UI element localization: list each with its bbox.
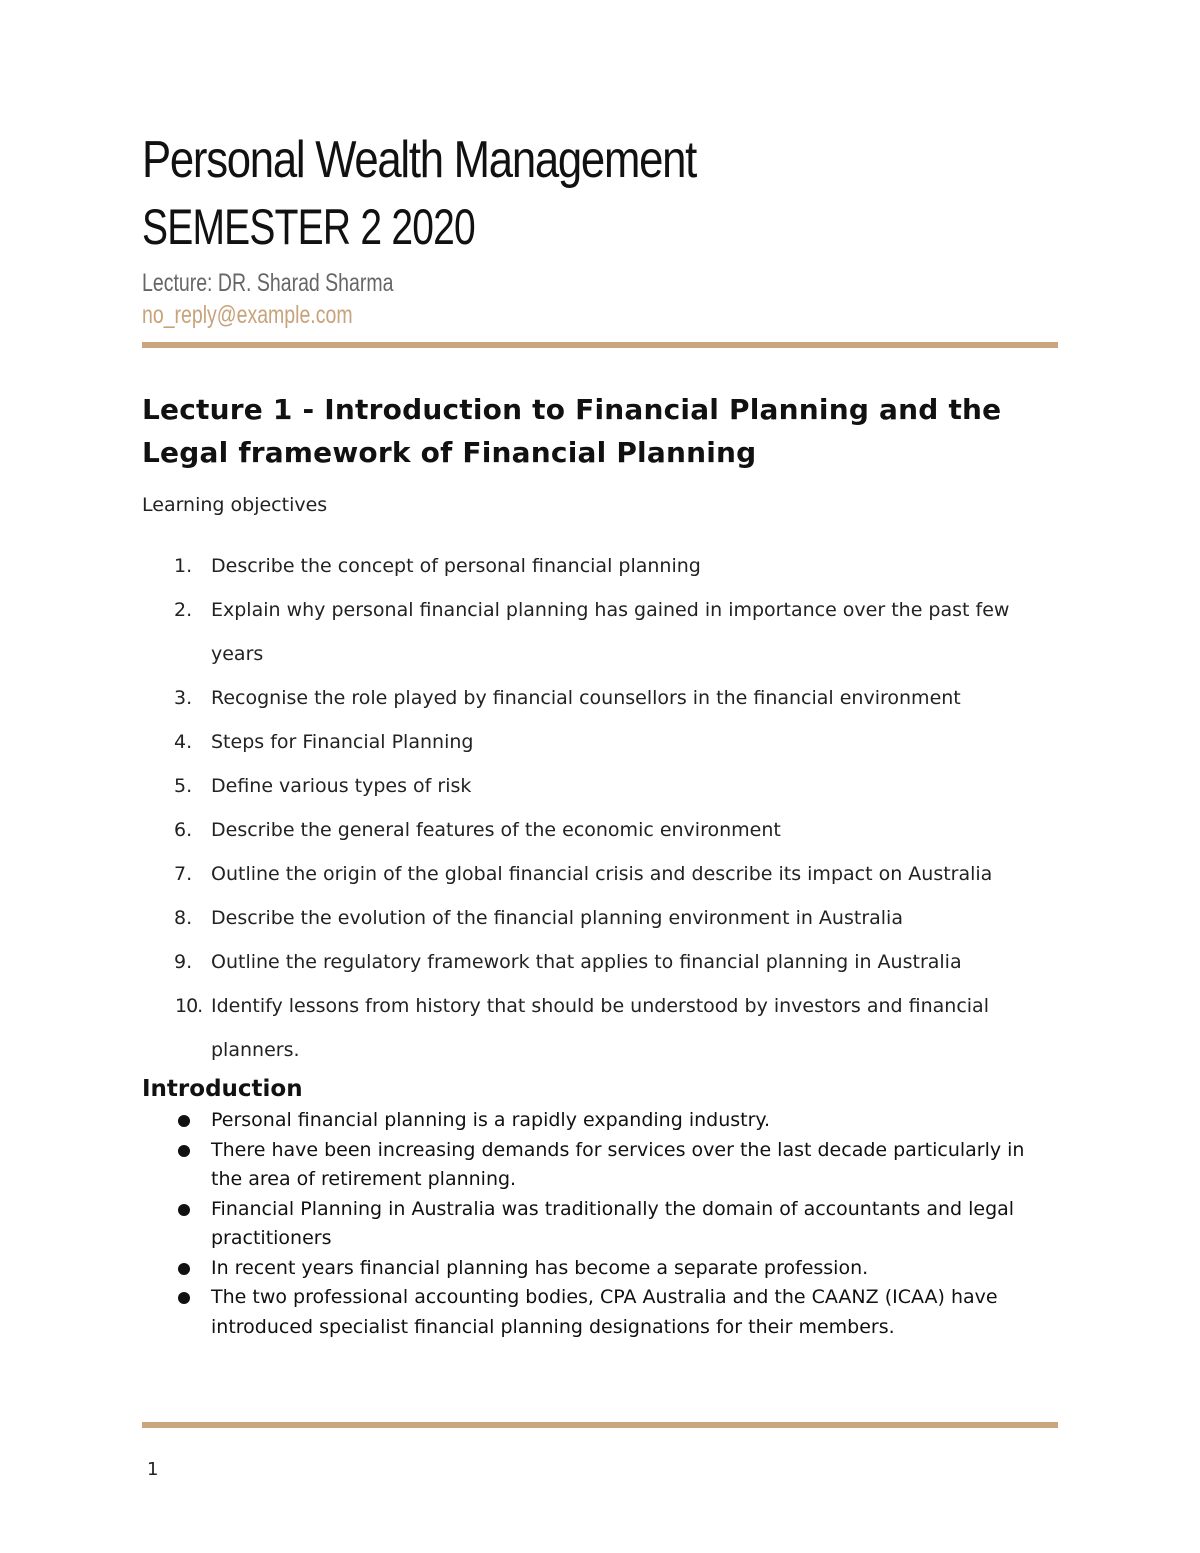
objective-number: 9. bbox=[174, 951, 193, 973]
objective-item bbox=[142, 764, 1058, 808]
objective-text: Recognise the role played by financial counsellors in the financial environment bbox=[211, 687, 961, 709]
objective-text: Define various types of risk bbox=[211, 775, 472, 797]
objective-number: 4. bbox=[174, 731, 193, 753]
bullet-icon bbox=[178, 1204, 190, 1216]
footer-divider bbox=[142, 1422, 1058, 1428]
objective-item bbox=[142, 720, 1058, 764]
objective-number: 3. bbox=[174, 687, 193, 709]
objective-text: Describe the general features of the economic environment bbox=[211, 819, 781, 841]
objective-number: 6. bbox=[174, 819, 193, 841]
lecture-heading-line2: Legal framework of Financial Planning bbox=[142, 436, 757, 469]
bullet-icon bbox=[178, 1292, 190, 1304]
introduction-item bbox=[142, 1254, 1058, 1284]
lecturer-name: Lecture: DR. Sharad Sharma bbox=[142, 269, 394, 297]
objective-item bbox=[142, 808, 1058, 852]
objective-number: 1. bbox=[174, 555, 193, 577]
introduction-text: There have been increasing demands for services over the last decade particularly in the area of retirement planning. bbox=[211, 1138, 1025, 1190]
bullet-icon bbox=[178, 1145, 190, 1157]
objective-item bbox=[142, 852, 1058, 896]
objective-item bbox=[142, 984, 1058, 1072]
document-header bbox=[142, 128, 1058, 330]
objective-text: Identify lessons from history that should be understood by investors and financial planners. bbox=[211, 995, 989, 1061]
introduction-heading: Introduction bbox=[142, 1076, 303, 1102]
introduction-item bbox=[142, 1136, 1058, 1195]
objective-item bbox=[142, 544, 1058, 588]
objective-item bbox=[142, 588, 1058, 676]
objective-text: Explain why personal financial planning has gained in importance over the past few years bbox=[211, 599, 1010, 665]
learning-objectives-label: Learning objectives bbox=[142, 494, 328, 516]
introduction-list bbox=[142, 1106, 1058, 1342]
page-number: 1 bbox=[147, 1459, 159, 1480]
objective-item bbox=[142, 676, 1058, 720]
introduction-item bbox=[142, 1283, 1058, 1342]
introduction-text: In recent years financial planning has become a separate profession. bbox=[211, 1256, 869, 1279]
bullet-icon bbox=[178, 1115, 190, 1127]
lecture-heading bbox=[142, 388, 1058, 474]
lecturer-email: no_reply@example.com bbox=[142, 301, 353, 329]
introduction-item bbox=[142, 1106, 1058, 1136]
introduction-item bbox=[142, 1195, 1058, 1254]
objective-text: Outline the origin of the global financial crisis and describe its impact on Australia bbox=[211, 863, 993, 885]
objective-text: Describe the evolution of the financial planning environment in Australia bbox=[211, 907, 903, 929]
objective-number: 7. bbox=[174, 863, 193, 885]
objective-text: Describe the concept of personal financial planning bbox=[211, 555, 701, 577]
objective-item bbox=[142, 896, 1058, 940]
document-title: Personal Wealth Management bbox=[142, 131, 697, 189]
learning-objectives-list bbox=[142, 544, 1058, 1072]
bullet-icon bbox=[178, 1263, 190, 1275]
introduction-text: Financial Planning in Australia was traditionally the domain of accountants and legal practitioners bbox=[211, 1197, 1015, 1249]
objective-item bbox=[142, 940, 1058, 984]
document-subtitle: SEMESTER 2 2020 bbox=[142, 199, 475, 255]
objective-number: 5. bbox=[174, 775, 193, 797]
lecture-heading-line1: Lecture 1 - Introduction to Financial Planning and the bbox=[142, 393, 1002, 426]
objective-text: Outline the regulatory framework that applies to financial planning in Australia bbox=[211, 951, 962, 973]
objective-number: 10. bbox=[175, 995, 203, 1017]
introduction-text: The two professional accounting bodies, CPA Australia and the CAANZ (ICAA) have introduced specialist financial planning designations for their members. bbox=[211, 1286, 998, 1338]
header-divider bbox=[142, 342, 1058, 348]
objective-number: 8. bbox=[174, 907, 193, 929]
introduction-text: Personal financial planning is a rapidly expanding industry. bbox=[211, 1109, 770, 1131]
objective-text: Steps for Financial Planning bbox=[211, 731, 474, 753]
objective-number: 2. bbox=[174, 599, 193, 621]
document-body bbox=[142, 388, 1058, 1342]
